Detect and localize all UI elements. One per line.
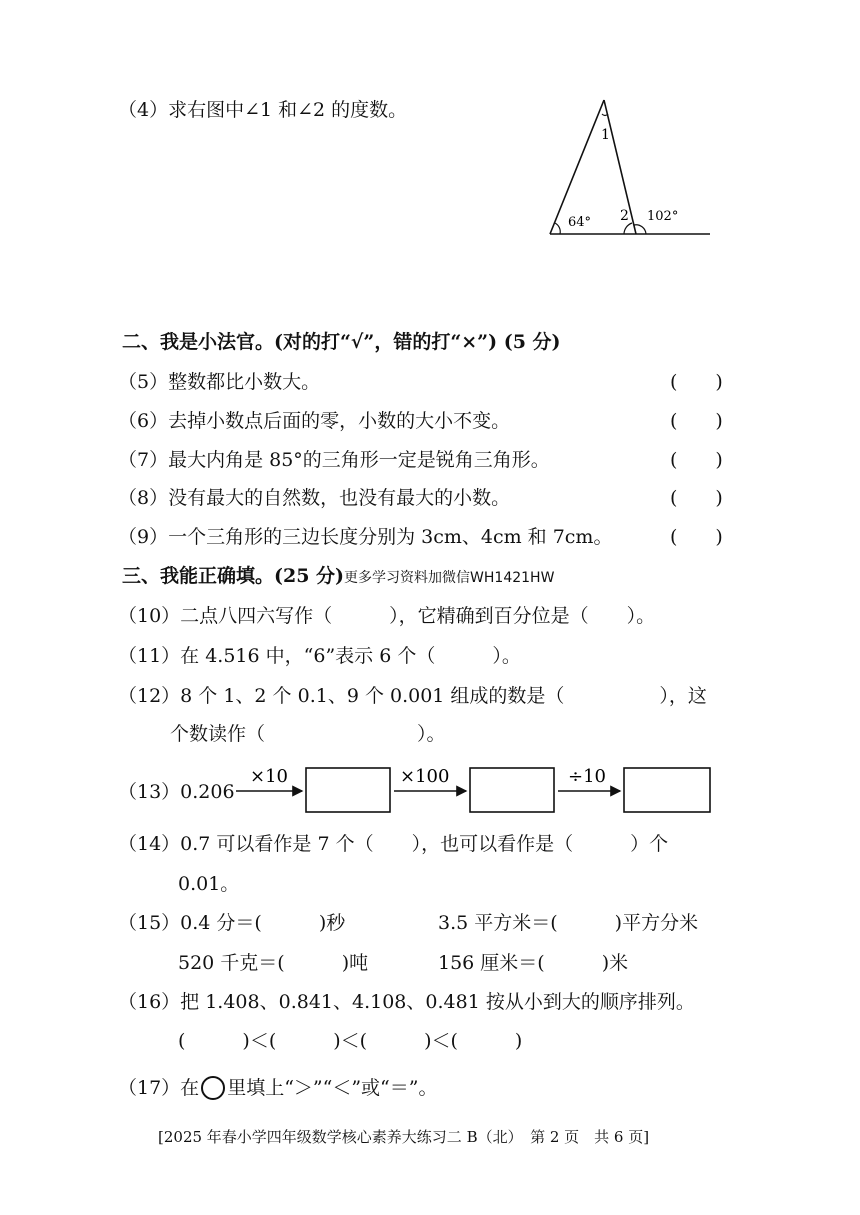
question-13-flow — [232, 760, 722, 820]
question-9-text: （9）一个三角形的三边长度分别为 3cm、4cm 和 7cm。 — [118, 526, 613, 548]
question-11-text: （11）在 4.516 中，“6”表示 6 个（ ）。 — [118, 645, 521, 667]
question-7-text: （7）最大内角是 85°的三角形一定是锐角三角形。 — [118, 449, 550, 471]
flow-box-1[interactable] — [306, 768, 390, 812]
angle-1-arc — [602, 114, 608, 116]
question-4-text: （4）求右图中∠1 和∠2 的度数。 — [118, 99, 408, 121]
question-12-line1: （12）8 个 1、2 个 0.1、9 个 0.001 组成的数是（ ），这 — [118, 685, 707, 707]
question-5-answer[interactable]: ( ) — [670, 371, 723, 393]
circle-blank-icon — [201, 1076, 225, 1100]
angle-1-label: 1 — [601, 127, 610, 143]
flow-op-3: ÷10 — [568, 766, 606, 787]
angle-102-label: 102° — [647, 209, 679, 224]
question-15-d: 156 厘米＝( )米 — [438, 952, 629, 974]
angle-64-label: 64° — [568, 215, 592, 230]
question-15-b: 3.5 平方米＝( )平方分米 — [438, 912, 699, 934]
angle-64-arc — [555, 223, 560, 234]
question-15-a: （15）0.4 分＝( )秒 — [118, 912, 346, 934]
question-6-answer[interactable]: ( ) — [670, 410, 723, 432]
question-17-text — [118, 1076, 437, 1100]
question-6-text: （6）去掉小数点后面的零，小数的大小不变。 — [118, 410, 511, 432]
question-16-line2: ( )＜( )＜( )＜( ) — [178, 1030, 523, 1052]
question-9-answer[interactable]: ( ) — [670, 526, 723, 548]
section-3-note: 更多学习资料加微信WH1421HW — [344, 570, 555, 586]
question-17-suffix: 里填上“＞”“＜”或“＝”。 — [227, 1077, 438, 1099]
question-13-label: （13）0.206 — [118, 781, 235, 803]
page-footer: [2025 年春小学四年级数学核心素养大练习二 B（北） 第 2 页 共 6 页] — [158, 1128, 650, 1146]
triangle-figure — [540, 92, 720, 242]
question-15-c: 520 千克＝( )吨 — [178, 952, 369, 974]
question-7-answer[interactable]: ( ) — [670, 449, 723, 471]
flow-op-2: ×100 — [400, 766, 450, 787]
question-8-text: （8）没有最大的自然数，也没有最大的小数。 — [118, 487, 511, 509]
question-8-answer[interactable]: ( ) — [670, 487, 723, 509]
section-3-title: 三、我能正确填。(25 分) — [122, 565, 345, 587]
flow-box-3[interactable] — [624, 768, 710, 812]
flow-op-1: ×10 — [250, 766, 288, 787]
left-side — [550, 100, 604, 234]
question-17-prefix: （17）在 — [118, 1077, 200, 1099]
question-14-line1: （14）0.7 可以看作是 7 个（ ），也可以看作是（ ）个 — [118, 833, 669, 855]
section-3-heading — [122, 564, 554, 590]
question-12-line2: 个数读作（ ）。 — [170, 723, 446, 745]
angle-2-label: 2 — [620, 208, 629, 224]
question-5-text: （5）整数都比小数大。 — [118, 371, 321, 393]
angle-2-arc — [624, 223, 632, 234]
question-14-line2: 0.01。 — [178, 873, 240, 895]
section-2-heading: 二、我是小法官。(对的打“√”，错的打“×”) (5 分) — [122, 331, 561, 353]
question-10-text: （10）二点八四六写作（ ），它精确到百分位是（ ）。 — [118, 605, 656, 627]
question-16-line1: （16）把 1.408、0.841、4.108、0.481 按从小到大的顺序排列。 — [118, 991, 695, 1013]
flow-box-2[interactable] — [470, 768, 554, 812]
